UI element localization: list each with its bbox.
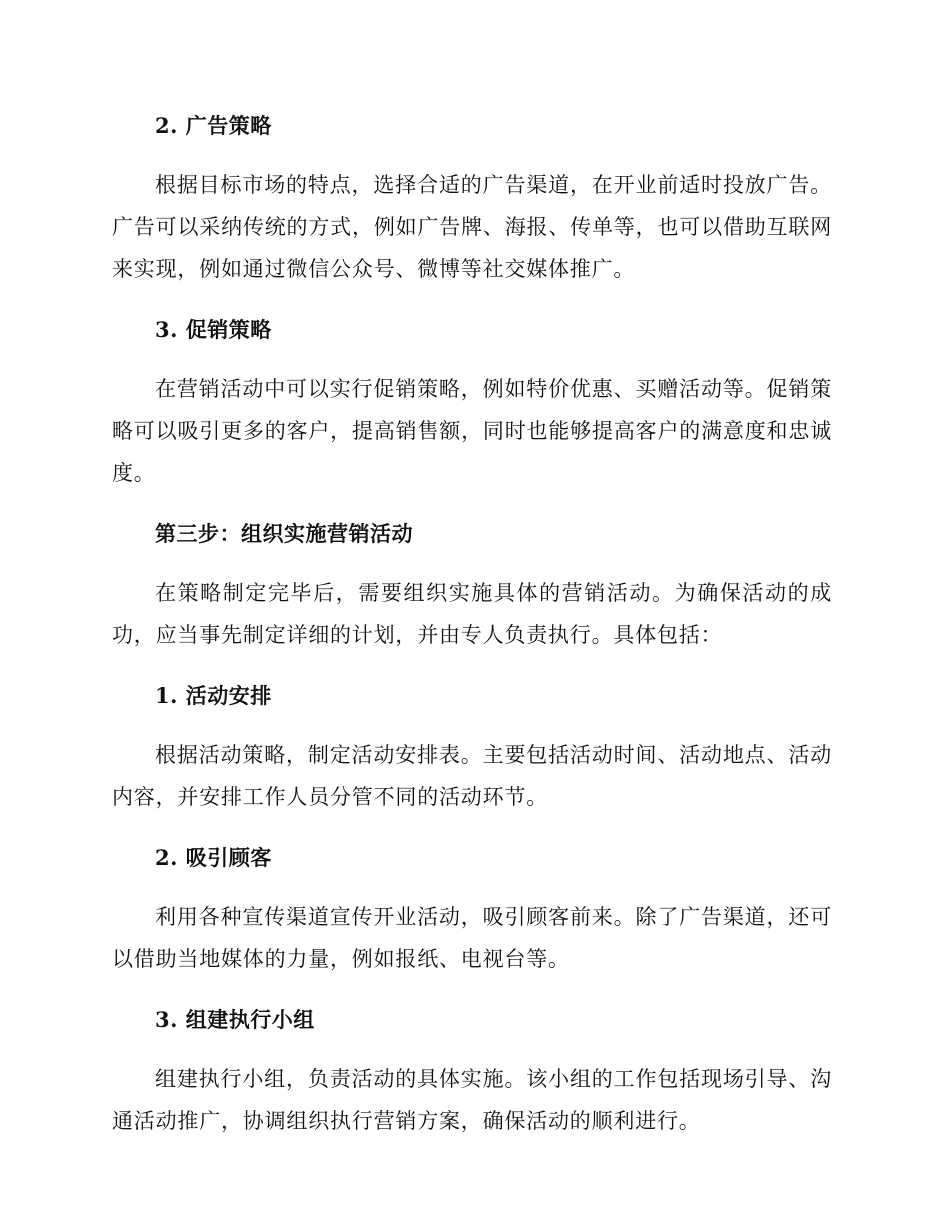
- section-activity-arrangement: [112, 680, 832, 842]
- section-ad-strategy: [112, 110, 832, 314]
- section-heading: 第三步：组织实施营销活动: [155, 521, 413, 546]
- section-promotion-strategy: [112, 314, 832, 518]
- section-step-three: [112, 518, 832, 680]
- section-heading: 2. 广告策略: [155, 113, 272, 138]
- section-paragraph: 利用各种宣传渠道宣传开业活动，吸引顾客前来。除了广告渠道，还可以借助当地媒体的力量，例如报纸、电视台等。: [112, 905, 832, 971]
- section-heading: 2. 吸引顾客: [155, 845, 272, 870]
- section-attract-customers: [112, 842, 832, 1004]
- document-body: [112, 110, 832, 1142]
- section-heading: 3. 组建执行小组: [155, 1007, 315, 1032]
- section-heading: 1. 活动安排: [155, 683, 272, 708]
- section-paragraph: 在策略制定完毕后，需要组织实施具体的营销活动。为确保活动的成功，应当事先制定详细的计划，并由专人负责执行。具体包括：: [112, 581, 832, 647]
- section-execution-team: [112, 1004, 832, 1142]
- section-heading: 3. 促销策略: [155, 317, 272, 342]
- section-paragraph: 在营销活动中可以实行促销策略，例如特价优惠、买赠活动等。促销策略可以吸引更多的客户，提高销售额，同时也能够提高客户的满意度和忠诚度。: [112, 377, 832, 485]
- section-paragraph: 根据活动策略，制定活动安排表。主要包括活动时间、活动地点、活动内容，并安排工作人员分管不同的活动环节。: [112, 743, 832, 809]
- section-paragraph: 组建执行小组，负责活动的具体实施。该小组的工作包括现场引导、沟通活动推广，协调组织执行营销方案，确保活动的顺利进行。: [112, 1067, 832, 1133]
- section-paragraph: 根据目标市场的特点，选择合适的广告渠道，在开业前适时投放广告。广告可以采纳传统的方式，例如广告牌、海报、传单等，也可以借助互联网来实现，例如通过微信公众号、微博等社交媒体推广。: [112, 173, 832, 281]
